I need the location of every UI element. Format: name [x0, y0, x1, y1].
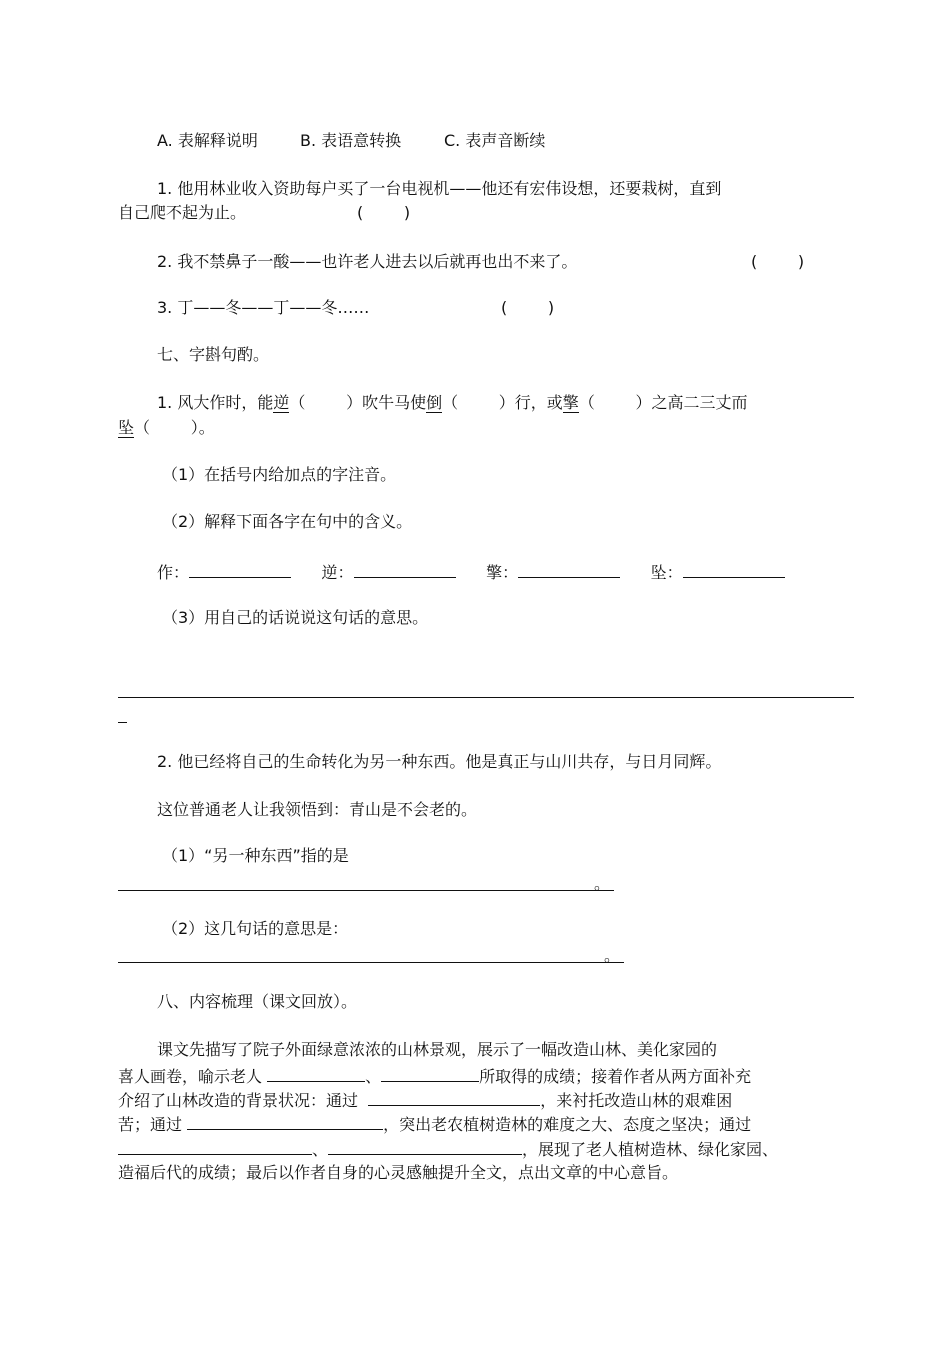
s7-s1-part1: 1. 风大作时，能 — [157, 393, 274, 412]
s7-s2-q1-period: 。 — [594, 874, 611, 893]
s7-s2-q2-period: 。 — [604, 946, 621, 965]
s8-l2-text-a: 喜人画卷，喻示老人 — [118, 1067, 268, 1086]
s7-s1-char-ni: 逆 — [273, 393, 290, 412]
def-blank-qing[interactable] — [518, 561, 620, 578]
q6-item2-answer-paren[interactable]: ( ) — [751, 252, 805, 271]
s8-blank-2[interactable] — [381, 1065, 479, 1082]
s8-line2 — [118, 1065, 751, 1087]
s7-s1-part3: （ ）行，或 — [442, 393, 563, 412]
s7-s2-q1-answer-line[interactable] — [118, 890, 614, 891]
s7-sub3-answer-line[interactable] — [118, 697, 854, 698]
s7-sub2: （2）解释下面各字在句中的含义。 — [162, 512, 413, 531]
q6-item1-line2: 自己爬不起为止。 — [118, 203, 247, 222]
s8-l5-text-b: ，展现了老人植树造林、绿化家园、 — [522, 1140, 779, 1159]
def-blank-zuo[interactable] — [189, 561, 291, 578]
s8-blank-5[interactable] — [118, 1138, 312, 1155]
s7-sentence1-line1 — [157, 393, 748, 413]
section8-heading: 八、内容梳理（课文回放）。 — [157, 992, 358, 1011]
s8-l3-text-b: ，来衬托改造山林的艰难困 — [540, 1091, 733, 1110]
s8-blank-1[interactable] — [267, 1065, 365, 1082]
s8-line4 — [118, 1113, 751, 1135]
q6-item3: 3. 丁——冬——丁——冬…… — [157, 298, 370, 317]
s7-s2-q1: （1）“另一种东西”指的是 — [162, 846, 349, 865]
def-blank-zhui[interactable] — [683, 561, 785, 578]
s7-sub3: （3）用自己的话说说这句话的意思。 — [162, 608, 429, 627]
s7-sentence2-line1: 2. 他已经将自己的生命转化为另一种东西。他是真正与山川共存，与日月同辉。 — [157, 752, 722, 771]
q6-item1-answer-paren[interactable]: ( ) — [357, 203, 411, 222]
def-label-ni: 逆： — [321, 563, 354, 582]
q6-item3-answer-paren[interactable]: ( ) — [501, 298, 555, 317]
s7-sentence1-line2 — [118, 418, 215, 438]
s8-line3 — [118, 1089, 732, 1111]
s8-blank-4[interactable] — [187, 1113, 383, 1130]
s7-sentence2-line2: 这位普通老人让我领悟到：青山是不会老的。 — [157, 800, 478, 819]
s8-l4-text-b: ，突出老农植树造林的难度之大、态度之坚决；通过 — [383, 1115, 752, 1134]
s7-sub1: （1）在括号内给加点的字注音。 — [162, 465, 397, 484]
s8-l2-comma: 、 — [365, 1067, 382, 1086]
s7-s2-q2-answer-line[interactable] — [118, 962, 624, 963]
s7-s1-part4: （ ）之高二三丈而 — [578, 393, 748, 412]
section7-heading: 七、字斟句酌。 — [157, 345, 270, 364]
s8-line6: 造福后代的成绩；最后以作者自身的心灵感触提升全文，点出文章的中心意旨。 — [118, 1163, 679, 1182]
def-blank-ni[interactable] — [354, 561, 456, 578]
option-b: B. 表语意转换 — [300, 131, 402, 150]
s7-s1-part5: （ ）。 — [134, 418, 215, 437]
def-label-zhui: 坠： — [650, 563, 683, 582]
q6-item2: 2. 我不禁鼻子一酸——也许老人进去以后就再也出不来了。 — [157, 252, 578, 271]
s7-sub3-answer-line-tail — [118, 722, 127, 723]
s8-blank-3[interactable] — [368, 1089, 540, 1106]
s8-line1: 课文先描写了院子外面绿意浓浓的山林景观，展示了一幅改造山林、美化家园的 — [157, 1040, 718, 1059]
option-c: C. 表声音断续 — [444, 131, 546, 150]
s8-l4-text-a: 苦；通过 — [118, 1115, 188, 1134]
def-label-qing: 擎： — [486, 563, 519, 582]
s7-s1-part2: （ ）吹牛马使 — [289, 393, 427, 412]
s7-s1-char-qing: 擎 — [562, 393, 579, 412]
s7-definitions-row — [157, 561, 785, 583]
def-label-zuo: 作： — [157, 563, 190, 582]
s7-s1-char-dao: 倒 — [426, 393, 443, 412]
s8-l2-text-b: 所取得的成绩；接着作者从两方面补充 — [479, 1067, 752, 1086]
s8-line5 — [118, 1138, 778, 1160]
s7-s1-char-zhui: 坠 — [118, 418, 135, 437]
s8-l3-text-a: 介绍了山林改造的背景状况：通过 — [118, 1091, 369, 1110]
s8-l5-comma: 、 — [312, 1140, 329, 1159]
s7-s2-q2: （2）这几句话的意思是： — [162, 919, 349, 938]
option-a: A. 表解释说明 — [157, 131, 258, 150]
q6-item1-line1: 1. 他用林业收入资助每户买了一台电视机——他还有宏伟设想，还要栽树，直到 — [157, 179, 722, 198]
s8-blank-6[interactable] — [328, 1138, 522, 1155]
